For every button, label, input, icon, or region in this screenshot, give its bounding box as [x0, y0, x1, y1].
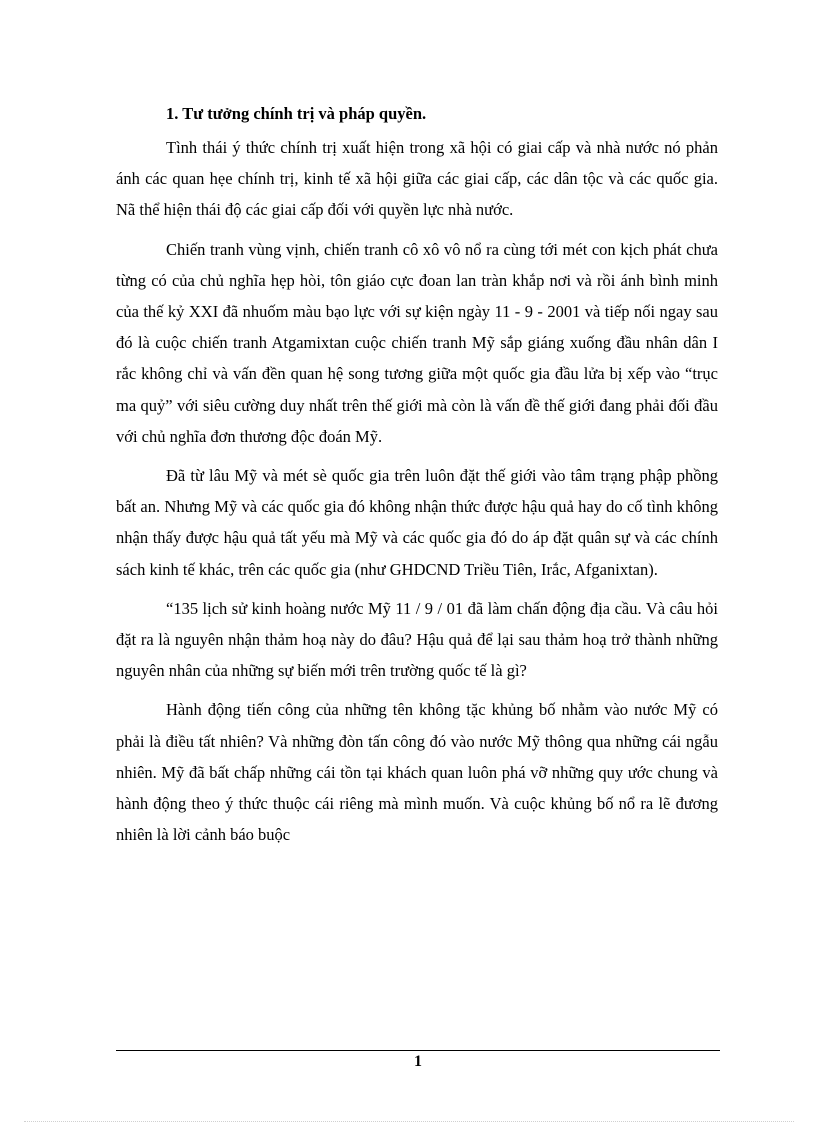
- footer-divider: [116, 1050, 720, 1051]
- page-bottom-dotted-line: [24, 1121, 794, 1122]
- paragraph-4: “135 lịch sử kinh hoàng nước Mỹ 11 / 9 / 01 đã làm chấn động địa cầu. Và câu hỏi đặt ra là nguyên nhận thảm hoạ này do đâu? Hậu quả để lại sau thảm hoạ trở thành những nguyên nhân của những sự biến mới trên trường quốc tế là gì?: [116, 598, 718, 681]
- section-heading: 1. Tư tưởng chính trị và pháp quyền.: [166, 104, 427, 123]
- paragraph-5: Hành động tiến công của những tên không tặc khủng bố nhằm vào nước Mỹ có phải là điều tất nhiên? Và những đòn tấn công đó vào nước Mỹ thông qua những cái ngẫu nhiên. Mỹ đã bất chấp những cái tồn tại khách quan luôn phá vỡ những quy ước chung và hành động theo ý thức thuộc cái riêng mà mình muốn. Và cuộc khủng bố nổ ra lẽ đương nhiên là lời cảnh báo buộc: [116, 700, 718, 845]
- page-content: [116, 98, 718, 858]
- paragraph-3: Đã từ lâu Mỹ và mét sè quốc gia trên luôn đặt thế giới vào tâm trạng phập phồng bất an. Nhưng Mỹ và các quốc gia đó không nhận thức được hậu quả hay do cố tình không nhận thấy được hậu quả tất yếu mà Mỹ và các quốc gia đó do áp đặt quân sự và các chính sách kinh tế khác, trên các quốc gia (như GHDCND Triều Tiên, Irắc, Afganixtan).: [116, 466, 718, 579]
- paragraph-1: Tình thái ý thức chính trị xuất hiện trong xã hội có giai cấp và nhà nước nó phản ánh các quan hẹe chính trị, kinh tế xã hội giữa các giai cấp, các dân tộc và các quốc gia. Nã thể hiện thái độ các giai cấp đối với quyền lực nhà nước.: [116, 138, 718, 220]
- paragraph-2: Chiến tranh vùng vịnh, chiến tranh cô xô vô nổ ra cùng tới mét con kịch phát chưa từng có của chủ nghĩa hẹp hòi, tôn giáo cực đoan lan tràn khắp nơi và rồi ánh bình minh của thế kỷ XXI đã nhuốm màu bạo lực với sự kiện ngày 11 - 9 - 2001 và tiếp nối ngay sau đó là cuộc chiến tranh Atgamixtan cuộc chiến tranh Mỹ sắp giáng xuống đầu nhân dân I rắc không chỉ và vấn đền quan hệ song tương giữa một quốc gia đầu lửa bị xếp vào “trục ma quỷ” với siêu cường duy nhất trên thế giới mà còn là vấn đề thế giới đang phải đối đầu với chủ nghĩa đơn thương độc đoán Mỹ.: [116, 239, 718, 446]
- page-number: 1: [414, 1053, 422, 1070]
